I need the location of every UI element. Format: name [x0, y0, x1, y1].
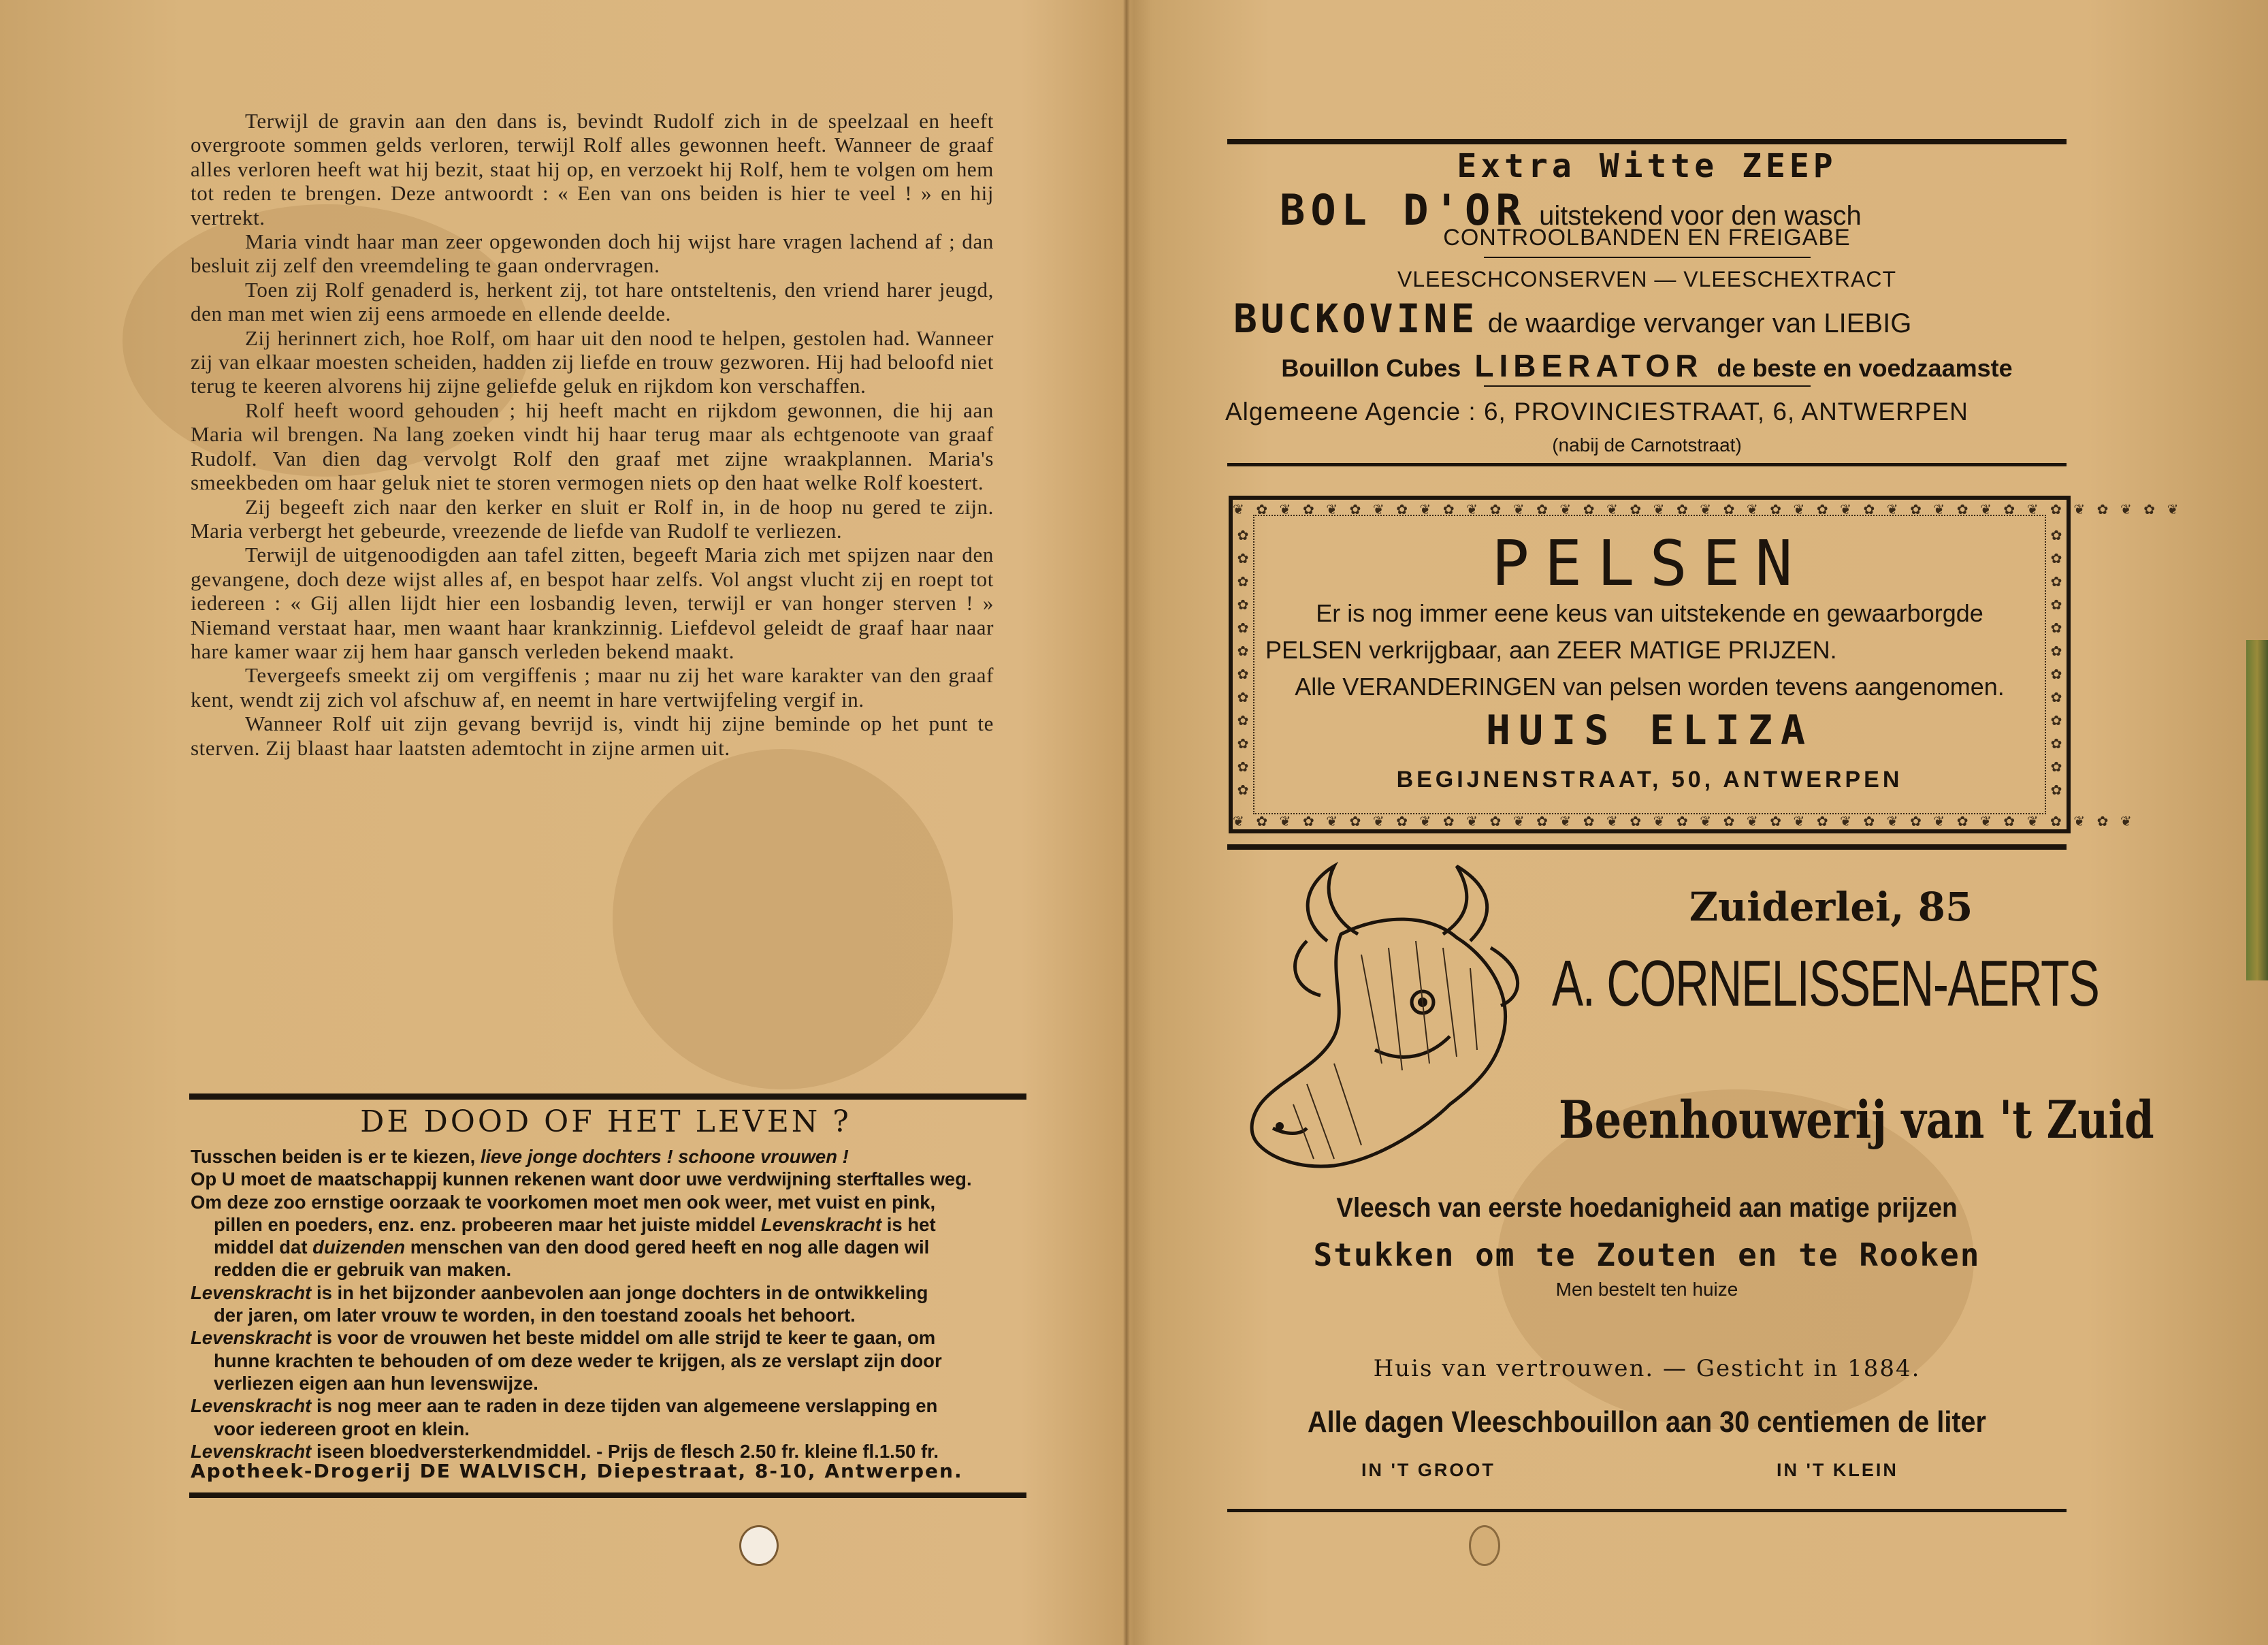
punch-hole [739, 1525, 779, 1566]
ad-line-emphasis: duizenden [312, 1236, 406, 1258]
story-paragraph: Terwijl de gravin aan den dans is, bevindt Rudolf zich in de speelzaal en heeft overgroote sommen gelds verloren, terwijl Rolf alles gewonnen heeft. Wanneer de graaf alles verloren heeft wat hij bezit, staat hij op, en verzoekt hij Rolf, hem te volgen om hem tot reden te brengen. Deze antwoordt : « Een van ons beiden is hier te veel ! » en hij vertrekt. [191, 109, 994, 229]
vleesch-line: Vleesch van eerste hoedanigheid aan matige prijzen [1336, 1193, 1958, 1223]
butcher-name: A. CORNELISSEN-AERTS [1552, 947, 2099, 1020]
ad-line-text: Om deze zoo ernstige oorzaak te voorkomen moet men ook weer, met vuist en pink, [191, 1191, 936, 1213]
story-paragraph: Toen zij Rolf genaderd is, herkent zij, tot hare ontsteltenis, den vriend harer jeugd, den man met wien zij eens armoede en ellende deelde. [191, 277, 994, 326]
butcher-top-rule [1227, 844, 2067, 850]
page-edge-tab [2246, 640, 2268, 980]
ad-line-rest: is voor de vrouwen het beste middel om alle strijd te keer te gaan, om [311, 1327, 936, 1349]
pelsen-line: Alle VERANDERINGEN van pelsen worden tevens aangenomen. [1295, 673, 2005, 701]
ad-line [191, 1213, 1031, 1236]
ad-line [191, 1304, 1031, 1326]
ad-line-text: redden die er gebruik van maken. [214, 1259, 512, 1281]
conserven-line: VLEESCHCONSERVEN — VLEESCHEXTRACT [1397, 267, 1897, 291]
buckovine-text: de waardige vervanger van LIEBIG [1487, 308, 1912, 338]
ad-line-text: der jaren, om later vrouw te worden, in den toestand zooals het behoort. [214, 1305, 856, 1326]
ad-line [191, 1349, 1031, 1372]
in-klein: IN 'T KLEIN [1777, 1460, 1898, 1480]
ad-top-rule [189, 1093, 1026, 1100]
ad-body [191, 1145, 1031, 1463]
ad-line-emphasis: lieve jonge dochters ! schoone vrouwen ! [480, 1146, 849, 1167]
ad-line-rest: is nog meer aan te raden in deze tijden van algemeene verslapping en [311, 1395, 938, 1417]
ad-line-rest: is in het bijzonder aanbevolen aan jonge dochters in de ontwikkeling [311, 1281, 928, 1303]
pelsen-line: PELSEN verkrijgbaar, aan ZEER MATIGE PRIJZEN. [1265, 636, 1837, 664]
small-rule [1484, 257, 1811, 258]
story-paragraph: Maria vindt haar man zeer opgewonden doch hij wijst hare vragen lachend af ; dan besluit zij zelf den vreemdeling te gaan ondervragen. [191, 229, 994, 278]
ad-line [191, 1394, 1031, 1417]
buckovine-brand: BUCKOVINE [1233, 296, 1478, 342]
pelsen-ad-box [1229, 496, 2183, 833]
ad-signature: Apotheek-Drogerij DE WALVISCH, Diepestraat, 8-10, Antwerpen. [191, 1460, 963, 1482]
ad-line-emphasis: Levenskracht [191, 1281, 312, 1303]
besteld-line: Men besteIt ten huize [1555, 1279, 1738, 1300]
story-paragraph: Rolf heeft woord gehouden ; hij heeft macht en rijkdom gewonnen, die hij aan Maria wil brengen. Na lang zoeken vindt hij haar terug maar als echtgenoote van graaf Rudolf. Van dien dag vervolgt Rolf den graaf met zijne wraakplannen. Maria's smeekbeden om haar geluk niet te storen vermogen niets op den haat welke Rolf koestert. [191, 398, 994, 495]
story-paragraph: Terwijl de uitgenoodigden aan tafel zitten, begeeft Maria zich met spijzen naar den gevangene, doch deze wijst alles af, en bespot haar zelfs. Vol angst vlucht zij en roept tot iedereen : « Gij allen lijdt hier een losbandig leven, terwijl er van honger sterven ! » Niemand verstaat haar, men waant haar krankzinnig. Liefdevol geleidt de graaf haar naar hare kamer waar zij hem haar gansch verleden bekend maakt. [191, 543, 994, 663]
butcher-subtitle: Beenhouwerij van 't Zuid [1559, 1089, 2154, 1150]
ad-line [191, 1418, 1031, 1440]
ad-line-text: hunne krachten te behouden of om deze weder te krijgen, als ze verslapt zijn door [214, 1349, 942, 1371]
bol-dor-text: uitstekend voor den wasch [1539, 201, 1862, 231]
story-paragraph: Zij herinnert zich, hoe Rolf, om haar uit den nood te helpen, gestolen had. Wanneer zij van elkaar moesten scheiden, hadden zij liefde en trouw gezworen. Hij had beloofd niet terug te keeren alvorens hij zijne geliefde geluk en rijkdom kon verschaffen. [191, 325, 994, 398]
ad-bottom-rule [189, 1492, 1026, 1498]
bouillon-suffix: de beste en voedzaamste [1717, 354, 2013, 382]
bol-dor-brand: BOL D'OR [1280, 185, 1527, 235]
story-text [191, 109, 994, 760]
soap-heading: Extra Witte ZEEP [1457, 147, 1837, 185]
story-paragraph: Zij begeeft zich naar den kerker en sluit er Rolf in, in de hoop nu gered te zijn. Maria verbergt het gebeurde, vreezende de liefde van Rudolf te verliezen. [191, 494, 994, 543]
agency-line: Algemeene Agencie : 6, PROVINCIESTRAAT, 6, ANTWERPEN [1225, 398, 1969, 426]
huis-eliza: HUIS ELIZA [1485, 707, 1814, 754]
small-rule [1484, 385, 1811, 387]
liberator-brand: LIBERATOR [1474, 348, 1704, 383]
pelsen-title: PELSEN [1491, 527, 1808, 600]
ornament-border: ❦ ✿ ❦ ✿ ❦ ✿ ❦ ✿ ❦ ✿ ❦ ✿ ❦ ✿ ❦ ✿ ❦ ✿ ❦ ✿ ❦ ✿ ❦ ✿ ❦ ✿ ❦ ✿ ❦ ✿ ❦ ✿ ❦ ✿ ❦ ✿ ❦ ✿ ❦ ✿ ❦ [1233, 502, 2183, 517]
ad-line [191, 1372, 1031, 1394]
stukken-line: Stukken om te Zouten en te Rooken [1313, 1236, 1981, 1273]
ad-line-rest: is het [881, 1213, 936, 1235]
ad-title: DE DOOD OF HET LEVEN ? [360, 1104, 852, 1139]
ox-head-icon [1225, 859, 1586, 1207]
ad-line-text: middel dat [214, 1236, 313, 1258]
ad-line [191, 1191, 1031, 1213]
agency-bottom-rule [1227, 463, 2067, 466]
ad-line-rest: menschen van den dood gered heeft en nog alle dagen wil [405, 1236, 930, 1258]
right-bottom-rule [1227, 1509, 2067, 1512]
eliza-address: BEGIJNENSTRAAT, 50, ANTWERPEN [1396, 767, 1903, 793]
bouillon-line [1227, 347, 2067, 384]
ad-line [191, 1281, 1031, 1304]
right-top-rule [1227, 139, 2067, 144]
ad-line [191, 1326, 1031, 1349]
book-spine [1123, 0, 1130, 1645]
controle-line: CONTROOLBANDEN EN FREIGABE [1443, 225, 1851, 251]
punch-hole-mark [1469, 1525, 1500, 1566]
vertrouwen-line: Huis van vertrouwen. — Gesticht in 1884. [1373, 1355, 1921, 1382]
ad-line-emphasis: Levenskracht [191, 1395, 312, 1417]
agency-note: (nabij de Carnotstraat) [1552, 434, 1742, 456]
ad-line [191, 1236, 1031, 1258]
buckovine-line [1233, 296, 2067, 342]
ornament-border: ✿ ✿ ✿ ✿ ✿ ✿ ✿ ✿ ✿ ✿ ✿ ✿ [2050, 528, 2062, 798]
ad-line-text: pillen en poeders, enz. enz. probeeren maar het juiste middel [214, 1213, 761, 1235]
ad-line-text: verliezen eigen aan hun levenswijze. [214, 1372, 538, 1394]
ad-line-emphasis: Levenskracht [191, 1440, 312, 1462]
zuiderlei-address: Zuiderlei, 85 [1689, 884, 1973, 930]
ad-line-emphasis: Levenskracht [760, 1213, 882, 1235]
paper-stain [613, 749, 953, 1089]
ornament-border: ❦ ✿ ❦ ✿ ❦ ✿ ❦ ✿ ❦ ✿ ❦ ✿ ❦ ✿ ❦ ✿ ❦ ✿ ❦ ✿ ❦ ✿ ❦ ✿ ❦ ✿ ❦ ✿ ❦ ✿ ❦ ✿ ❦ ✿ ❦ ✿ ❦ ✿ ❦ [1233, 814, 2136, 829]
ad-line-text: voor iedereen groot en klein. [214, 1418, 470, 1439]
ornament-border: ✿ ✿ ✿ ✿ ✿ ✿ ✿ ✿ ✿ ✿ ✿ ✿ [1237, 528, 1249, 798]
bouillon-prefix: Bouillon Cubes [1281, 354, 1461, 382]
ad-line [191, 1258, 1031, 1281]
ad-line-text: Op U moet de maatschappij kunnen rekenen want door uwe verdwijning sterftalles weg. [191, 1168, 972, 1190]
story-paragraph: Wanneer Rolf uit zijn gevang bevrijd is, vindt hij zijne beminde op het punt te sterven. Zij blaast haar laatsten ademtocht in zijne armen uit. [191, 712, 994, 760]
ad-line-text: Tusschen beiden is er te kiezen, [191, 1146, 481, 1167]
pelsen-line: Er is nog immer eene keus van uitstekende en gewaarborgde [1316, 599, 1983, 627]
in-groot: IN 'T GROOT [1361, 1460, 1495, 1480]
ad-line-rest: iseen bloedversterkendmiddel. - Prijs de flesch 2.50 fr. kleine fl.1.50 fr. [311, 1440, 939, 1462]
ad-line [191, 1168, 1031, 1190]
story-paragraph: Tevergeefs smeekt zij om vergiffenis ; maar nu zij het ware karakter van den graaf kent, wendt zij zich vol afschuw af, en neemt in hare vertwijfeling vergif in. [191, 663, 994, 712]
bouillon-daily: Alle dagen Vleeschbouillon aan 30 centiemen de liter [1308, 1405, 1986, 1439]
ad-line-emphasis: Levenskracht [191, 1327, 312, 1349]
ad-line [191, 1145, 1031, 1168]
